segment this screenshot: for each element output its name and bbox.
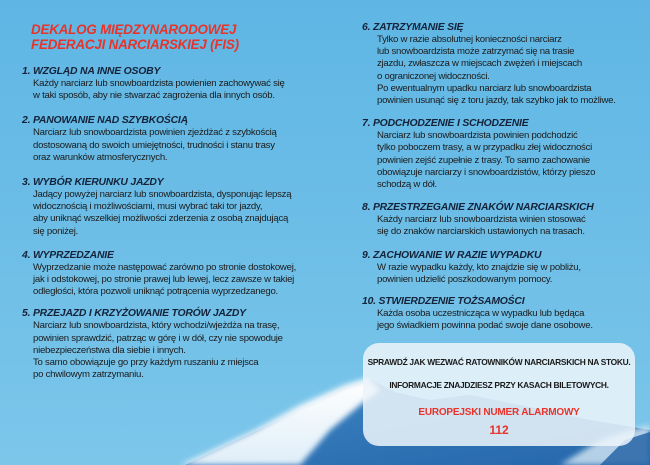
rule-heading: 8. PRZESTRZEGANIE ZNAKÓW NARCIARSKICH xyxy=(362,202,594,214)
rule-2 xyxy=(22,115,332,164)
rule-text-line: jego świadkiem powinna podać swoje dane osobowe. xyxy=(377,320,593,332)
left-column xyxy=(22,22,332,381)
rule-heading: 2. PANOWANIE NAD SZYBKOŚCIĄ xyxy=(22,115,188,127)
rule-heading: 5. PRZEJAZD I KRZYŻOWANIE TORÓW JAZDY xyxy=(22,308,246,320)
rule-8 xyxy=(362,202,647,238)
rule-body xyxy=(33,189,332,238)
rule-heading: 10. STWIERDZENIE TOŻSAMOŚCI xyxy=(362,296,525,308)
rule-text-line: oraz warunków atmosferycznych. xyxy=(33,151,168,163)
ticket-office-info-text: INFORMACJE ZNAJDZIESZ PRZY KASACH BILETOWYCH. xyxy=(389,380,609,390)
rescue-info-text: SPRAWDŹ JAK WEZWAĆ RATOWNIKÓW NARCIARSKICH NA STOKU. xyxy=(367,357,631,367)
alarm-number: 112 xyxy=(489,423,509,437)
rule-4 xyxy=(22,250,332,299)
rule-heading: 4. WYPRZEDZANIE xyxy=(22,249,114,261)
emergency-info-box xyxy=(363,343,635,446)
document-title xyxy=(31,22,332,52)
rule-text-line: powinien sprawdzić, patrząc w górę i w dół, czy nie spowoduje xyxy=(33,332,283,344)
rule-body xyxy=(377,214,647,238)
rule-text-line: jak i odstokowej, po stronie prawej lub lewej, lecz zawsze w takiej xyxy=(33,274,295,286)
rule-text-line: powinien usunąć się z toru jazdy, tak szybko jak to możliwe. xyxy=(377,95,616,107)
rule-text-line: schodzą w dół. xyxy=(377,179,437,191)
rule-7 xyxy=(362,118,647,191)
rule-text-line: lub snowboardzista może zatrzymać się na trasie xyxy=(377,46,575,58)
rule-text-line: Narciarz lub snowboardzista, który wchodzi/wjeżdża na trasę, xyxy=(33,320,280,332)
rule-body xyxy=(377,308,647,332)
rule-text-line: odległości, która pozwoli uniknąć potrącenia wyprzedzanego. xyxy=(33,286,278,298)
rule-text-line: Każdy narciarz lub snowboardzista winien stosować xyxy=(377,214,586,226)
right-column xyxy=(362,22,647,332)
rule-3 xyxy=(22,177,332,238)
rule-9 xyxy=(362,250,647,286)
rule-text-line: W razie wypadku każdy, kto znajdzie się w pobliżu, xyxy=(377,261,581,273)
rule-text-line: aby uniknąć wszelkiej możliwości zderzenia z osobą znajdującą xyxy=(33,213,289,225)
rule-body xyxy=(377,34,647,107)
rule-text-line: Wyprzedzanie może następować zarówno po stronie dostokowej, xyxy=(33,261,296,273)
rule-text-line: tylko poboczem trasy, a w przypadku złej widoczności xyxy=(377,142,593,154)
rule-heading: 3. WYBÓR KIERUNKU JAZDY xyxy=(22,177,164,189)
rule-text-line: Każdy narciarz lub snowboardzista powienien zachowywać się xyxy=(33,78,285,89)
rule-text-line: o ograniczonej widoczności. xyxy=(377,70,490,82)
rule-body xyxy=(377,262,647,286)
rule-body xyxy=(33,78,332,102)
rule-1 xyxy=(22,66,332,102)
rule-body xyxy=(377,130,647,191)
rule-text-line: widocznością i możliwościami, musi wybrać taki tor jazdy, xyxy=(33,201,263,213)
alarm-number-label: EUROPEJSKI NUMER ALARMOWY xyxy=(418,407,580,418)
title-line: DEKALOG MIĘDZYNARODOWEJ xyxy=(31,22,237,37)
rule-text-line: powinien udzielić poszkodowanym pomocy. xyxy=(377,273,553,285)
rule-text-line: niebezpieczeństwa dla siebie i innych. xyxy=(33,344,186,356)
rule-heading: 7. PODCHODZENIE I SCHODZENIE xyxy=(362,118,529,130)
title-line: FEDERACJI NARCIARSKIEJ (FIS) xyxy=(31,37,239,52)
rule-6 xyxy=(362,22,647,107)
rule-body xyxy=(33,262,332,299)
rule-text-line: Narciarz lub snowboardzista powinien podchodzić xyxy=(377,130,578,142)
rule-body xyxy=(33,320,332,381)
rule-text-line: po chwilowym zatrzymaniu. xyxy=(33,369,144,381)
rule-heading: 9. ZACHOWANIE W RAZIE WYPADKU xyxy=(362,249,542,261)
rule-text-line: To samo obowiązuje go przy każdym ruszaniu z miejsca xyxy=(33,357,259,369)
rule-text-line: Narciarz lub snowboardzista powinien zjeżdżać z szybkością xyxy=(33,127,277,139)
rule-text-line: powinien zejść zupełnie z trasy. To samo zachowanie xyxy=(377,154,590,166)
rule-text-line: się do znaków narciarskich ustawionych na trasach. xyxy=(377,226,585,238)
rule-5 xyxy=(22,308,332,381)
rule-text-line: zjazdu, zwłaszcza w miejscach zwężeń i miejscach xyxy=(377,58,582,70)
rule-text-line: Każda osoba uczestnicząca w wypadku lub będąca xyxy=(377,308,585,320)
rule-text-line: w taki sposób, aby nie stwarzać zagrożenia dla innych osób. xyxy=(33,90,275,102)
rule-text-line: dostosowaną do swoich umiejętności, trudności i stanu trasy xyxy=(33,139,275,151)
rule-text-line: Po ewentualnym upadku narciarz lub snowboardzista xyxy=(377,82,592,94)
rule-text-line: się poniżej. xyxy=(33,225,78,237)
rule-heading: 1. WZGLĄD NA INNE OSOBY xyxy=(22,66,161,77)
rule-text-line: Tylko w razie absolutnej konieczności narciarz xyxy=(377,34,562,45)
rule-body xyxy=(33,127,332,164)
rule-10 xyxy=(362,296,647,332)
rule-text-line: Jadący powyżej narciarz lub snowboardzista, dysponując lepszą xyxy=(33,189,292,201)
rule-text-line: obowiązuje narciarzy i snowboardzistów, którzy pieszo xyxy=(377,166,596,178)
rule-heading: 6. ZATRZYMANIE SIĘ xyxy=(362,22,464,33)
